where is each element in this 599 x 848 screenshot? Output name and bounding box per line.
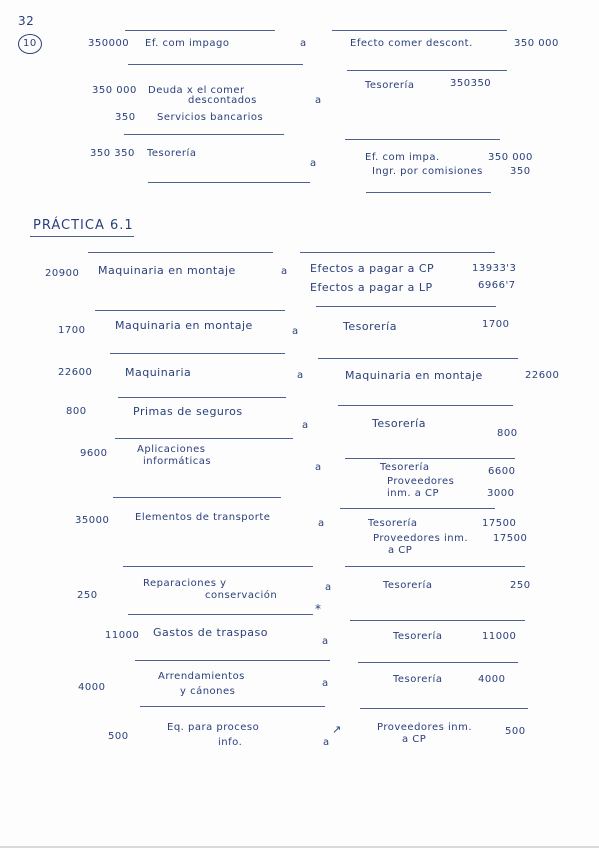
ledger-rule <box>124 134 284 135</box>
ledger-rule <box>345 458 515 459</box>
connector-a: a <box>292 326 299 337</box>
ledger-rule <box>148 182 310 183</box>
practice-title: PRÁCTICA 6.1 <box>33 218 134 233</box>
credit-account: Tesorería <box>393 631 443 642</box>
ledger-rule <box>110 353 285 354</box>
title-underline <box>30 236 134 237</box>
ledger-rule <box>358 662 518 663</box>
ledger-rule <box>347 70 507 71</box>
credit-account: Proveedores inm. <box>377 722 473 733</box>
debit-account: Eq. para proceso <box>167 722 260 733</box>
credit-account: a CP <box>402 734 427 745</box>
credit-amount: 17500 <box>493 533 528 544</box>
connector-a: a <box>315 95 322 106</box>
debit-account: informáticas <box>143 456 212 467</box>
debit-amount: 1700 <box>58 325 86 336</box>
ledger-rule <box>345 139 500 140</box>
credit-account: Tesorería <box>365 80 415 91</box>
debit-account: y cánones <box>180 686 236 697</box>
credit-account: Tesorería <box>368 518 418 529</box>
credit-account: Maquinaria en montaje <box>345 369 483 382</box>
connector-a: a <box>322 636 329 647</box>
credit-amount: 6966'7 <box>478 280 516 291</box>
credit-amount: 350 000 <box>514 38 559 49</box>
debit-amount: 350 000 <box>92 85 137 96</box>
debit-amount: 800 <box>66 406 87 417</box>
stray-arrow: ↗ <box>332 723 342 736</box>
ledger-rule <box>115 438 293 439</box>
debit-account: Maquinaria en montaje <box>115 319 253 332</box>
debit-account: Tesorería <box>147 148 197 159</box>
credit-account: Ingr. por comisiones <box>372 166 483 177</box>
ledger-rule <box>300 252 495 253</box>
debit-amount: 350000 <box>88 38 130 49</box>
debit-amount: 250 <box>77 590 98 601</box>
ledger-rule <box>350 620 525 621</box>
credit-amount: 6600 <box>488 466 516 477</box>
credit-amount: 11000 <box>482 631 517 642</box>
debit-amount: 20900 <box>45 268 80 279</box>
debit-account: Servicios bancarios <box>157 112 264 123</box>
ledger-rule <box>118 397 286 398</box>
credit-account: inm. a CP <box>387 488 440 499</box>
connector-a: a <box>310 158 317 169</box>
connector-a: a <box>318 518 325 529</box>
ledger-rule <box>128 614 313 615</box>
connector-a: a <box>297 370 304 381</box>
connector-a: a <box>302 420 309 431</box>
debit-account: Gastos de traspaso <box>153 626 269 639</box>
credit-amount: 350350 <box>450 78 492 89</box>
connector-a: a <box>325 582 332 593</box>
ledger-rule <box>340 508 495 509</box>
debit-amount: 35000 <box>75 515 110 526</box>
ledger-rule <box>135 660 330 661</box>
credit-amount: 4000 <box>478 674 506 685</box>
debit-account: descontados <box>188 95 257 106</box>
credit-account: Tesorería <box>372 417 426 430</box>
debit-account: Maquinaria en montaje <box>98 264 236 277</box>
page-number: 32 <box>18 14 35 28</box>
credit-amount: 1700 <box>482 319 510 330</box>
credit-account: Tesorería <box>380 462 430 473</box>
debit-account: Arrendamientos <box>158 671 245 682</box>
credit-account: Tesorería <box>393 674 443 685</box>
credit-account: Tesorería <box>383 580 433 591</box>
connector-a: a <box>323 737 330 748</box>
ledger-rule <box>338 405 513 406</box>
connector-a: a <box>300 38 307 49</box>
debit-amount: 22600 <box>58 367 93 378</box>
credit-account: Ef. com impa. <box>365 152 440 163</box>
debit-account: Primas de seguros <box>133 405 243 418</box>
ledger-rule <box>140 706 325 707</box>
ledger-rule <box>95 310 285 311</box>
stray-mark: * <box>315 602 322 616</box>
debit-account: Ef. com impago <box>145 38 230 49</box>
credit-amount: 800 <box>497 428 518 439</box>
ledger-rule <box>366 192 491 193</box>
ledger-rule <box>316 306 496 307</box>
connector-a: a <box>315 462 322 473</box>
credit-account: Tesorería <box>343 320 397 333</box>
ledger-rule <box>125 30 275 31</box>
credit-amount: 22600 <box>525 370 560 381</box>
debit-amount: 11000 <box>105 630 140 641</box>
ledger-rule <box>123 566 313 567</box>
debit-amount: 9600 <box>80 448 108 459</box>
credit-amount: 13933'3 <box>472 263 517 274</box>
credit-amount: 350 <box>510 166 531 177</box>
debit-account: Deuda x el comer <box>148 85 245 96</box>
ledger-rule <box>318 358 518 359</box>
credit-amount: 500 <box>505 726 526 737</box>
debit-amount: 350 <box>115 112 136 123</box>
debit-amount: 350 350 <box>90 148 135 159</box>
ledger-rule <box>113 497 281 498</box>
debit-amount: 4000 <box>78 682 106 693</box>
debit-account: Aplicaciones <box>137 444 206 455</box>
ledger-rule <box>128 64 303 65</box>
connector-a: a <box>281 266 288 277</box>
ledger-rule <box>360 708 528 709</box>
debit-account: Reparaciones y <box>143 578 227 589</box>
debit-account: conservación <box>205 590 278 601</box>
credit-amount: 350 000 <box>488 152 533 163</box>
ledger-rule <box>332 30 507 31</box>
ledger-rule <box>88 252 273 253</box>
credit-account: Proveedores <box>387 476 455 487</box>
credit-amount: 17500 <box>482 518 517 529</box>
credit-account: a CP <box>388 545 413 556</box>
credit-account: Efectos a pagar a CP <box>310 262 435 275</box>
credit-account: Proveedores inm. <box>373 533 469 544</box>
debit-amount: 500 <box>108 731 129 742</box>
connector-a: a <box>322 678 329 689</box>
debit-account: Elementos de transporte <box>135 512 271 523</box>
debit-account: Maquinaria <box>125 366 192 379</box>
credit-account: Efecto comer descont. <box>350 38 473 49</box>
exercise-number: 10 <box>23 38 37 49</box>
credit-amount: 3000 <box>487 488 515 499</box>
ledger-rule <box>345 566 525 567</box>
credit-amount: 250 <box>510 580 531 591</box>
credit-account: Efectos a pagar a LP <box>310 281 433 294</box>
debit-account: info. <box>218 737 243 748</box>
